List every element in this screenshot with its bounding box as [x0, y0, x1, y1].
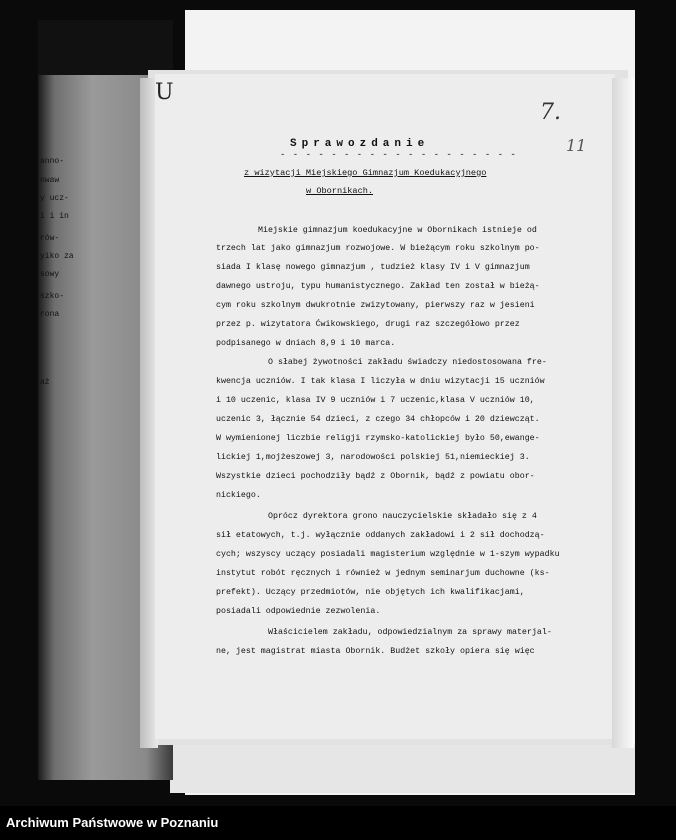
document-title: Sprawozdanie — [290, 138, 430, 150]
folio-number: 11 — [566, 136, 587, 155]
margin-letter: U — [155, 80, 174, 105]
body-line: siada I klasę nowego gimnazjum , tudzież klasy IV i V gimnazjum — [216, 263, 530, 272]
left-fragment: sowy — [40, 270, 60, 279]
left-fragment: owaw — [40, 176, 60, 185]
archive-caption: Archiwum Państwowe w Poznaniu — [6, 815, 219, 830]
body-line: uczenic 3, łącznie 54 dzieci, z czego 34 chłopców i 20 dziewcząt. — [216, 415, 540, 424]
body-line: ne, jest magistrat miasta Obornik. Budżet szkoły opiera się więc — [216, 647, 535, 656]
page-number-mark: 7. — [540, 100, 561, 125]
document-subtitle-place: w Obornikach. — [306, 186, 374, 196]
left-fragment: aż — [40, 378, 50, 387]
page-right-edge — [612, 78, 634, 748]
body-line: przez p. wizytatora Ćwikowskiego, drugi raz szczegółowo przez — [216, 320, 520, 329]
body-line: O słabej żywotności zakładu świadczy niedostosowana fre- — [268, 358, 547, 367]
body-line: i 10 uczenic, klasa IV 9 uczniów i 7 uczenic,klasa V uczniów 10, — [216, 396, 535, 405]
left-strip-shadow — [38, 20, 173, 75]
left-fragment: i i in — [40, 212, 69, 221]
body-line: Oprócz dyrektora grono nauczycielskie składało się z 4 — [268, 512, 537, 521]
left-fragment: anno- — [40, 157, 65, 166]
document-subtitle: z wizytacji Miejskiego Gimnazjum Koedukacyjnego — [244, 168, 487, 178]
archive-caption-bar — [0, 806, 676, 840]
body-line: sił etatowych, t.j. wyłącznie oddanych zakładowi i 2 sił dochodzą- — [216, 531, 545, 540]
left-fragment: rona — [40, 310, 60, 319]
body-line: Wszystkie dzieci pochodziły bądź z Obornik, bądź z powiatu obor- — [216, 472, 535, 481]
body-line: posiadali odpowiednie zezwolenia. — [216, 607, 381, 616]
body-line: Właścicielem zakładu, odpowiedzialnym za sprawy materjal- — [268, 628, 552, 637]
body-line: Miejskie gimnazjum koedukacyjne w Obornikach istnieje od — [258, 226, 537, 235]
left-fragment: rów- — [40, 234, 60, 243]
background-sheet-bottom — [170, 745, 635, 793]
title-underline: - - - - - - - - - - - - - - - - - - - — [280, 150, 517, 160]
body-line: lickiej 1,mojżeszowej 3, narodowości polskiej 51,niemieckiej 3. — [216, 453, 530, 462]
body-line: dawnego ustroju, typu humanistycznego. Zakład ten został w bieżą- — [216, 282, 540, 291]
body-line: trzech lat jako gimnazjum rozwojowe. W bieżącym roku szkolnym po- — [216, 244, 540, 253]
body-line: cym roku szkolnym dwukrotnie zwizytowany, pierwszy raz w jesieni — [216, 301, 535, 310]
left-fragment: yiko za — [40, 252, 74, 261]
body-line: cych; wszyscy uczący posiadali magisterium względnie w 1-szym wypadku — [216, 550, 560, 559]
body-line: instytut robót ręcznych i również w jednym seminarjum duchowne (ks- — [216, 569, 550, 578]
left-fragment: y ucz- — [40, 194, 69, 203]
body-line: nickiego. — [216, 491, 261, 500]
body-line: prefekt). Uczący przedmiotów, nie objętych ich kwalifikacjami, — [216, 588, 525, 597]
body-line: W wymienionej liczbie religji rzymsko-katolickiej było 50,ewange- — [216, 434, 540, 443]
body-line: podpisanego w dniach 8,9 i 10 marca. — [216, 339, 396, 348]
left-fragment: szko- — [40, 292, 65, 301]
body-line: kwencja uczniów. I tak klasa I liczyła w dniu wizytacji 15 uczniów — [216, 377, 545, 386]
